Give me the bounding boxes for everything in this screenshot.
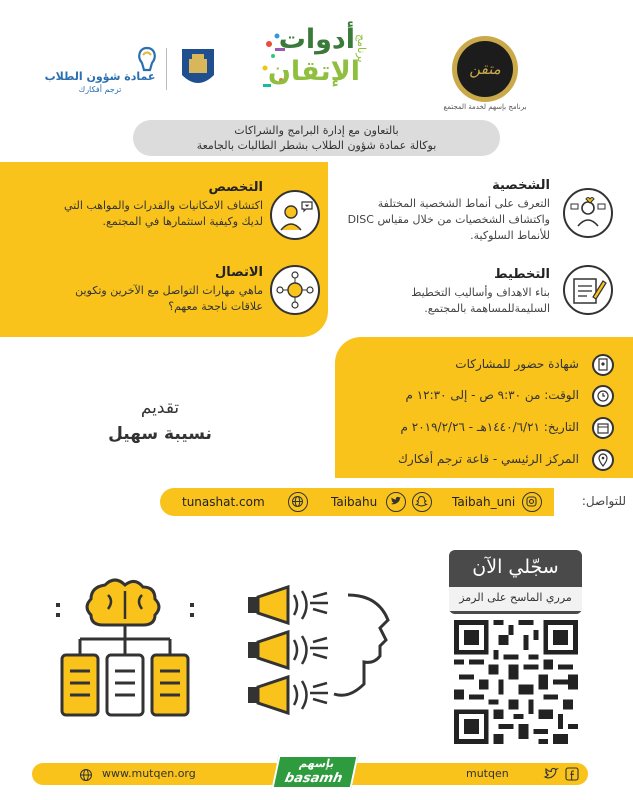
university-logo	[178, 45, 218, 93]
instagram-icon[interactable]	[522, 492, 542, 512]
collab-line1: بالتعاون مع إدارة البرامج والشراكات	[234, 124, 399, 137]
location-icon	[592, 449, 614, 471]
megaphone-illustration	[238, 575, 398, 725]
collab-line2: بوكالة عمادة شؤون الطلاب بشطر الطالبات بالجامعة	[196, 139, 437, 152]
basamh-logo-ar: بإسهم	[297, 757, 336, 770]
personality-icon	[563, 188, 613, 238]
calendar-icon	[592, 417, 614, 439]
footer-facebook-icon[interactable]	[564, 766, 580, 782]
communication-text: ماهي مهارات التواصل مع الآخرين وتكوين علاقات ناجحة معهم؟	[75, 284, 263, 313]
contact-label: للتواصل:	[581, 494, 626, 508]
brainstorm-illustration	[50, 575, 200, 725]
twitter-handle[interactable]: Taibahu	[331, 495, 378, 509]
date-text: التاريخ: ١٤٤٠/٦/٢١هـ - ٢٠١٩/٢/٢٦ م	[400, 420, 579, 434]
specialty-icon	[270, 190, 320, 240]
mutqen-logo	[450, 34, 520, 104]
instagram-handle[interactable]: Taibah_uni	[452, 495, 516, 509]
clock-icon	[592, 385, 614, 407]
communication-title: الاتصال	[215, 265, 263, 280]
program-title-line1: أدوات	[278, 24, 355, 55]
specialty-title: التخصص	[208, 180, 263, 195]
qr-code[interactable]	[454, 620, 578, 744]
globe-icon[interactable]	[288, 492, 308, 512]
planning-icon	[563, 265, 613, 315]
footer-handle[interactable]: mutqen	[466, 767, 509, 780]
basamh-logo	[271, 755, 358, 789]
collaboration-banner	[133, 120, 500, 156]
register-subtitle: مرري الماسح على الرمز	[459, 591, 572, 604]
presenter-label: تقديم	[140, 398, 180, 418]
logo-divider	[166, 48, 167, 90]
footer-website[interactable]: www.mutqen.org	[102, 767, 196, 780]
twitter-icon[interactable]	[386, 492, 406, 512]
certificate-text: شهادة حضور للمشاركات	[455, 357, 579, 371]
location-text: المركز الرئيسي - قاعة ترجم أفكارك	[398, 452, 579, 466]
communication-icon	[270, 265, 320, 315]
presenter-name: نسيبة سهيل	[108, 424, 212, 444]
time-text: الوقت: من ٩:٣٠ ص - إلى ١٢:٣٠ م	[405, 388, 579, 402]
planning-title: التخطيط	[494, 267, 550, 282]
specialty-text: اكتشاف الامكانيات والقدرات والمواهب التي لديك وكيفية استثمارها في المجتمع.	[64, 199, 263, 228]
contact-website[interactable]: tunashat.com	[182, 495, 265, 509]
footer-twitter-icon[interactable]	[543, 766, 559, 782]
program-title-small: برنامج	[355, 34, 368, 63]
program-title-line2: الإتقان	[267, 56, 360, 87]
deanship-name: عمادة شؤون الطلاب	[44, 70, 156, 83]
certificate-icon	[592, 354, 614, 376]
mutqen-logo-caption: برنامج بإسهم لخدمة المجتمع	[443, 103, 527, 111]
snapchat-icon[interactable]	[412, 492, 432, 512]
personality-text: التعرف على أنماط الشخصية المختلفة واكتشاف الشخصيات من خلال مقياس DISC للأنماط السلوكية.	[347, 197, 550, 242]
deanship-slogan: ترجم أفكارك	[78, 85, 122, 94]
footer-globe-icon[interactable]	[79, 767, 93, 781]
planning-text: بناء الاهداف وأساليب التخطيط السليمةللمساهمة بالمجتمع.	[411, 286, 550, 315]
svg-text:متقن: متقن	[469, 60, 501, 78]
personality-title: الشخصية	[492, 178, 550, 193]
basamh-logo-text: basamh	[283, 771, 344, 786]
register-title[interactable]: سجّلي الآن	[472, 556, 559, 578]
